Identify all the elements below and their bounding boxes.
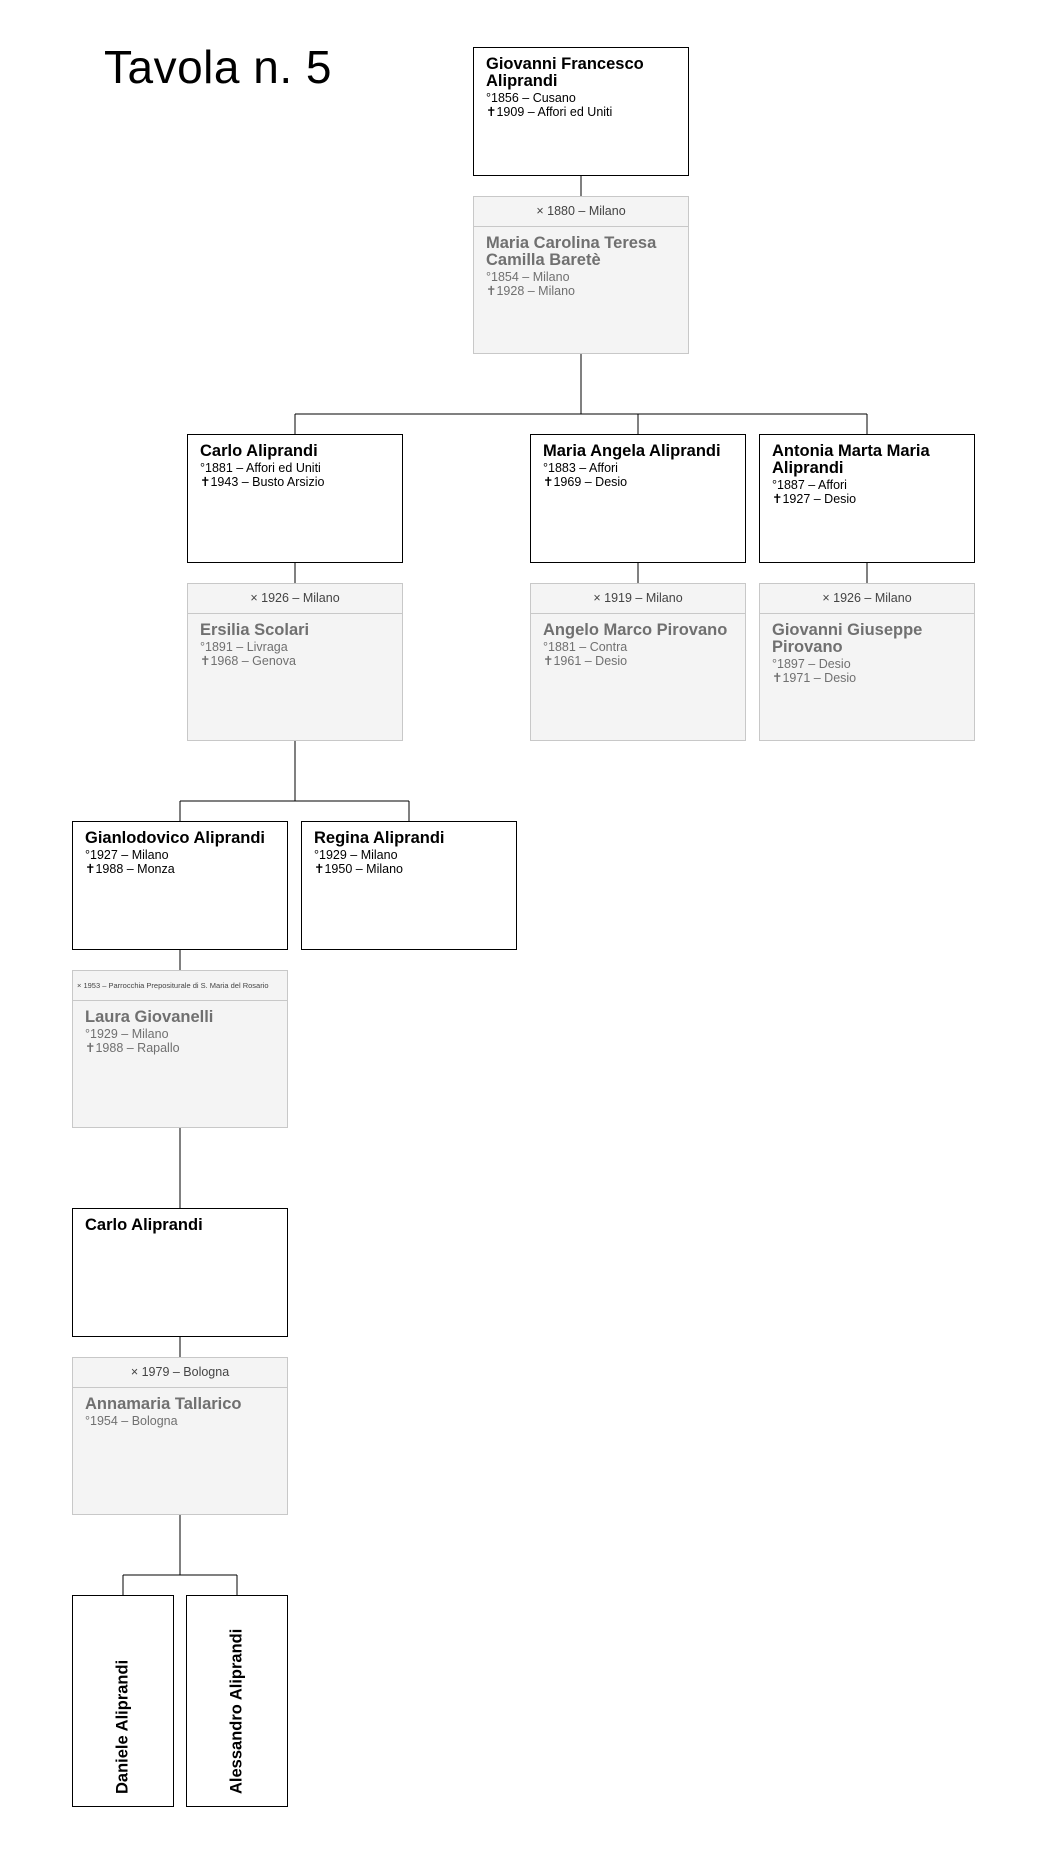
- spouse-card-annamaria[interactable]: [72, 1357, 288, 1515]
- birth-info: °1927 – Milano: [85, 848, 169, 862]
- death-info: ✝1988 – Monza: [85, 861, 175, 876]
- death-info: ✝1950 – Milano: [314, 861, 404, 876]
- birth-info: °1897 – Desio: [772, 657, 851, 671]
- death-info: ✝1928 – Milano: [486, 283, 576, 298]
- page-title: Tavola n. 5: [104, 41, 332, 93]
- person-card-alessandro[interactable]: [186, 1595, 288, 1807]
- person-card-gianlodovico[interactable]: [72, 821, 288, 950]
- person-card-giovanni-francesco[interactable]: [473, 47, 689, 176]
- spouse-name: Maria Carolina Teresa Camilla Baretè: [486, 234, 657, 269]
- person-name: Carlo Aliprandi: [200, 442, 318, 460]
- spouse-name: Laura Giovanelli: [85, 1008, 214, 1026]
- birth-info: °1883 – Affori: [543, 461, 618, 475]
- spouse-card-angelo-marco[interactable]: [530, 583, 746, 741]
- death-info: ✝1961 – Desio: [543, 653, 628, 668]
- person-name: Regina Aliprandi: [314, 829, 445, 847]
- spouse-card-maria-carolina[interactable]: [473, 196, 689, 354]
- death-info: ✝1909 – Affori ed Uniti: [486, 104, 613, 119]
- person-name: Carlo Aliprandi: [85, 1216, 203, 1234]
- spouse-name: Giovanni Giuseppe Pirovano: [772, 621, 923, 656]
- marriage-info: × 1919 – Milano: [531, 584, 745, 614]
- birth-info: °1881 – Contra: [543, 640, 628, 654]
- death-info: ✝1968 – Genova: [200, 653, 296, 668]
- person-card-regina[interactable]: [301, 821, 517, 950]
- spouse-name: Ersilia Scolari: [200, 621, 310, 639]
- death-info: ✝1927 – Desio: [772, 491, 857, 506]
- person-name: Alessandro Aliprandi: [227, 1628, 246, 1794]
- death-info: ✝1971 – Desio: [772, 670, 857, 685]
- spouse-card-laura[interactable]: [72, 970, 288, 1128]
- marriage-info: × 1979 – Bologna: [73, 1358, 287, 1388]
- person-card-antonia-marta[interactable]: [759, 434, 975, 563]
- birth-info: °1954 – Bologna: [85, 1414, 178, 1428]
- person-name: Maria Angela Aliprandi: [543, 442, 721, 460]
- spouse-card-giovanni-giuseppe[interactable]: [759, 583, 975, 741]
- birth-info: °1929 – Milano: [85, 1027, 169, 1041]
- marriage-info: × 1953 – Parrocchia Prepositurale di S. Maria del Rosario: [73, 971, 287, 1001]
- birth-info: °1891 – Livraga: [200, 640, 288, 654]
- person-card-carlo-1881[interactable]: [187, 434, 403, 563]
- person-card-daniele[interactable]: [72, 1595, 174, 1807]
- birth-info: °1929 – Milano: [314, 848, 398, 862]
- spouse-name: Angelo Marco Pirovano: [543, 621, 728, 639]
- death-info: ✝1969 – Desio: [543, 474, 628, 489]
- person-name: Giovanni Francesco Aliprandi: [486, 55, 644, 90]
- marriage-info: × 1880 – Milano: [474, 197, 688, 227]
- marriage-info: × 1926 – Milano: [188, 584, 402, 614]
- birth-info: °1854 – Milano: [486, 270, 570, 284]
- death-info: ✝1943 – Busto Arsizio: [200, 474, 325, 489]
- marriage-info: × 1926 – Milano: [760, 584, 974, 614]
- death-info: ✝1988 – Rapallo: [85, 1040, 180, 1055]
- spouse-card-ersilia[interactable]: [187, 583, 403, 741]
- person-name: Antonia Marta Maria Aliprandi: [772, 442, 930, 477]
- birth-info: °1856 – Cusano: [486, 91, 576, 105]
- birth-info: °1887 – Affori: [772, 478, 847, 492]
- spouse-name: Annamaria Tallarico: [85, 1395, 242, 1413]
- person-name: Gianlodovico Aliprandi: [85, 829, 265, 847]
- person-name: Daniele Aliprandi: [113, 1659, 132, 1794]
- birth-info: °1881 – Affori ed Uniti: [200, 461, 321, 475]
- person-card-carlo-2[interactable]: [72, 1208, 288, 1337]
- person-card-maria-angela[interactable]: [530, 434, 746, 563]
